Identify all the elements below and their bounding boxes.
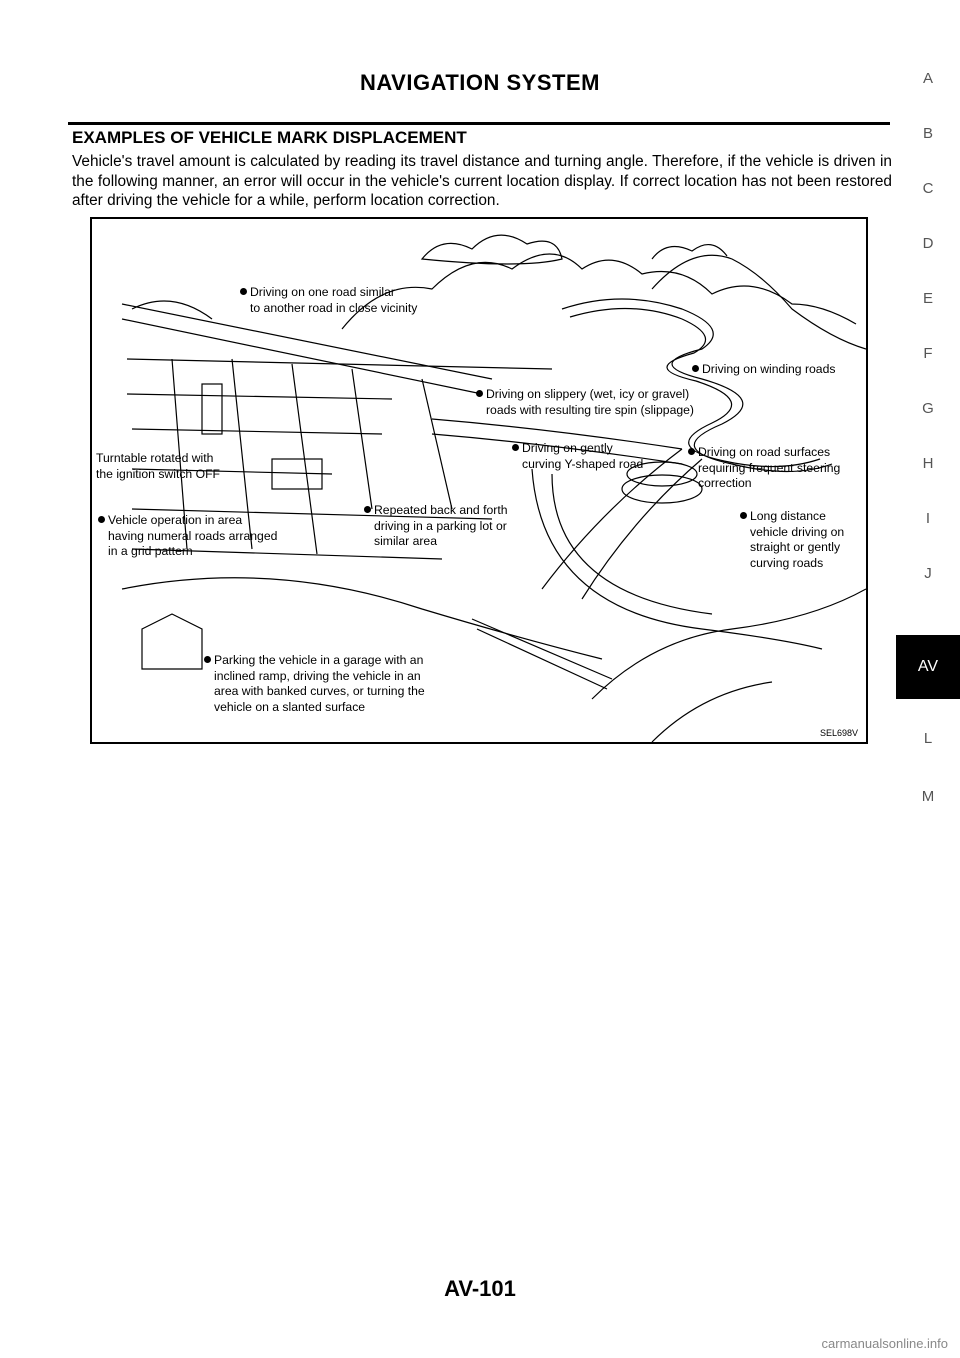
figure-code: SEL698V (819, 728, 858, 738)
bullet-icon (688, 448, 695, 455)
page-number: AV-101 (444, 1276, 516, 1301)
hill-line (652, 682, 772, 742)
page-header-title: NAVIGATION SYSTEM (360, 70, 600, 95)
highway-line (122, 319, 482, 394)
callout-similar-road: Driving on one road similar to another road in close vicinity (240, 285, 417, 316)
header-rule (68, 122, 890, 125)
callout-winding-roads: Driving on winding roads (692, 362, 835, 378)
bullet-icon (512, 444, 519, 451)
bullet-icon (692, 365, 699, 372)
callout-turntable: Turntable rotated with the ignition switch OFF (96, 451, 220, 481)
curved-road (122, 578, 602, 659)
bullet-icon (98, 516, 105, 523)
callout-long-distance: Long distance vehicle driving on straight or gently curving roads (740, 509, 844, 571)
watermark: carmanualsonline.info (821, 1336, 948, 1351)
cloud-shape (652, 245, 727, 259)
callout-y-shaped-road: Driving on gently curving Y-shaped road (512, 441, 643, 472)
tab-b[interactable]: B (922, 125, 933, 142)
section-title: EXAMPLES OF VEHICLE MARK DISPLACEMENT (72, 128, 467, 147)
bullet-icon (740, 512, 747, 519)
tab-l[interactable]: L (923, 730, 933, 747)
tab-g[interactable]: G (922, 400, 934, 417)
tab-j[interactable]: J (924, 565, 932, 582)
garage-house (142, 614, 202, 669)
mountain-ridge (652, 255, 866, 349)
section-body: Vehicle's travel amount is calculated by reading its travel distance and turning angle. Therefore, if the vehicle is driven in the following manner, an error will occur in the vehicle's current location display. If correct location has not been restored after driving the vehicle for a while, perform location correction. (72, 153, 892, 209)
callout-garage-ramp: Parking the vehicle in a garage with an inclined ramp, driving the vehicle in an area with banked curves, or turning the vehicle on a slanted surface (204, 653, 425, 715)
callout-steering-correction: Driving on road surfaces requiring frequent steering correction (688, 445, 840, 492)
section-index-tabs (896, 70, 960, 970)
tab-h[interactable]: H (922, 455, 934, 472)
tab-f[interactable]: F (923, 345, 933, 362)
vehicle-mark-illustration (90, 217, 868, 744)
callout-parking-lot: Repeated back and forth driving in a parking lot or similar area (364, 503, 507, 550)
tab-m[interactable]: M (921, 788, 935, 805)
mountain-ridge (342, 254, 856, 329)
curved-road (552, 474, 712, 614)
tab-d[interactable]: D (922, 235, 934, 252)
mountain-ridge (132, 301, 212, 319)
parking-building (202, 384, 222, 434)
tab-i[interactable]: I (925, 510, 931, 527)
bullet-icon (364, 506, 371, 513)
bullet-icon (204, 656, 211, 663)
hill-line (592, 589, 866, 699)
cloud-shape (422, 235, 562, 264)
tab-a[interactable]: A (922, 70, 933, 87)
bullet-icon (240, 288, 247, 295)
callout-slippery-roads: Driving on slippery (wet, icy or gravel) roads with resulting tire spin (slippage) (476, 387, 694, 418)
tab-c[interactable]: C (922, 180, 934, 197)
tab-e[interactable]: E (922, 290, 933, 307)
bullet-icon (476, 390, 483, 397)
tab-av[interactable]: AV (896, 635, 960, 699)
callout-grid-pattern: Vehicle operation in area having numeral roads arranged in a grid pattern (98, 513, 277, 560)
